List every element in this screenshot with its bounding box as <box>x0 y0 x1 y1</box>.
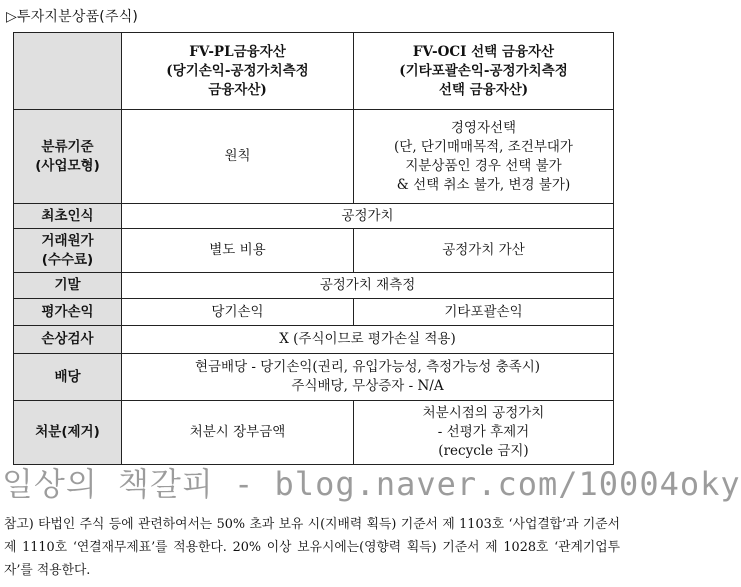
blog-watermark: 일상의 책갈피 - blog.naver.com/10004oky <box>2 465 741 503</box>
header-fvoci-line: 선택 금융자산) <box>438 81 529 98</box>
row-label-line: 분류기준 <box>41 138 94 155</box>
cell-line: - 선평가 후제거 <box>437 424 530 440</box>
header-fvpl-line: 금융자산) <box>208 81 267 98</box>
row-label-initial: 최초인식 <box>14 204 122 229</box>
row-label-line: 거래원가 <box>41 232 94 249</box>
cell-classification-fvoci <box>354 110 614 204</box>
row-label-disposal: 처분(제거) <box>14 401 122 465</box>
cell-period-end-merged: 공정가치 재측정 <box>122 273 614 299</box>
header-fvoci-line: (기타포괄손익-공정가치측정 <box>399 62 568 79</box>
cell-line: 현금배당 - 당기손익(권리, 유입가능성, 측정가능성 충족시) <box>194 359 541 375</box>
cell-valuation-fvoci: 기타포괄손익 <box>354 299 614 326</box>
cell-valuation-fvpl: 당기손익 <box>122 299 354 326</box>
row-label-line: (수수료) <box>41 251 94 268</box>
cell-disposal-fvoci <box>354 401 614 465</box>
equity-classification-table <box>13 32 614 465</box>
cell-dividend-merged <box>122 354 614 401</box>
header-fvoci-line: FV-OCI 선택 금융자산 <box>412 43 555 60</box>
table-row-impairment <box>14 326 614 354</box>
cell-line: (단, 단기매매목적, 조건부대가 <box>394 138 573 155</box>
cell-initial-merged: 공정가치 <box>122 204 614 229</box>
row-label-cost <box>14 229 122 273</box>
row-label-classification <box>14 110 122 204</box>
row-label-dividend: 배당 <box>14 354 122 401</box>
header-fvpl-line: (당기손익-공정가치측정 <box>166 62 309 79</box>
cell-line: 주식배당, 무상증자 - N/A <box>291 378 444 394</box>
reference-note: 참고) 타법인 주식 등에 관련하여서는 50% 초과 보유 시(지배력 획득) 기준서 제 1103호 ‘사업결합’과 기준서 제 1110호 ‘연결재무제표’를 적용한다. 20% 이상 보유시에는(영향력 획득) 기준서 제 1028호 ‘관계기업투자’를 적용한다. <box>4 517 620 578</box>
table-row-dividend <box>14 354 614 401</box>
cell-disposal-fvpl: 처분시 장부금액 <box>122 401 354 465</box>
page-title: ▷투자지분상품(주식) <box>6 9 139 25</box>
row-label-line: (사업모형) <box>35 157 100 174</box>
table-row-initial <box>14 204 614 229</box>
table-row-cost <box>14 229 614 273</box>
table-row-disposal <box>14 401 614 465</box>
header-fvoci <box>354 33 614 110</box>
cell-line: 지분상품인 경우 선택 불가 <box>405 157 562 174</box>
cell-classification-fvpl: 원칙 <box>122 110 354 204</box>
table-row-classification <box>14 110 614 204</box>
cell-line: (recycle 금지) <box>438 443 529 459</box>
header-fvpl <box>122 33 354 110</box>
cell-impairment-merged: X (주식이므로 평가손실 적용) <box>122 326 614 354</box>
header-fvpl-line: FV-PL금융자산 <box>189 43 286 60</box>
cell-line: 처분시점의 공정가치 <box>422 405 545 421</box>
table-row-valuation <box>14 299 614 326</box>
table-corner-cell <box>14 33 122 110</box>
table-header-row <box>14 33 614 110</box>
row-label-period-end: 기말 <box>14 273 122 299</box>
cell-line: 경영자선택 <box>450 119 517 136</box>
cell-line: & 선택 취소 불가, 변경 불가) <box>396 176 571 193</box>
row-label-impairment: 손상검사 <box>14 326 122 354</box>
table-row-period-end <box>14 273 614 299</box>
cell-cost-fvoci: 공정가치 가산 <box>354 229 614 273</box>
row-label-valuation: 평가손익 <box>14 299 122 326</box>
cell-cost-fvpl: 별도 비용 <box>122 229 354 273</box>
